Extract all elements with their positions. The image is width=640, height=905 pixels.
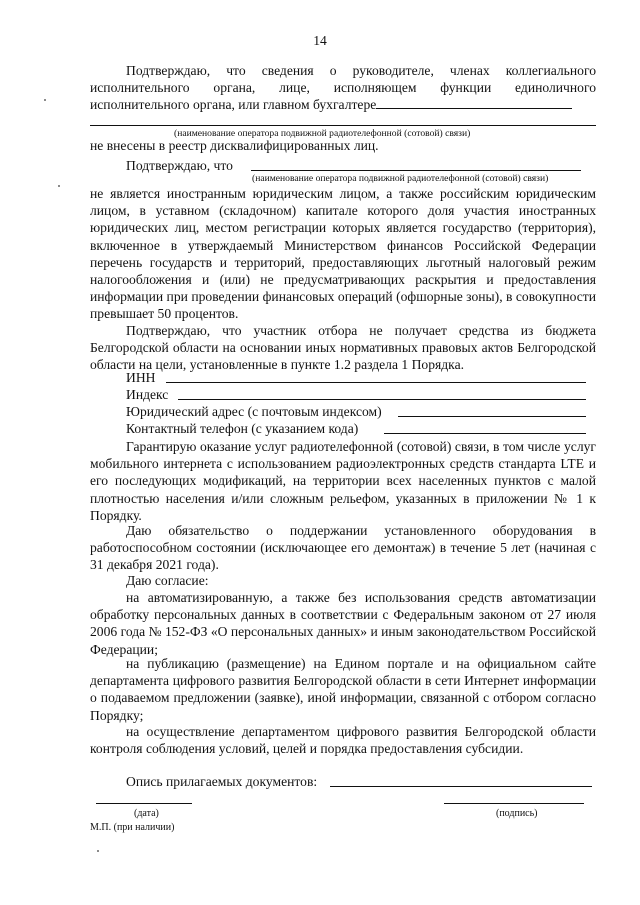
paragraph-consent-processing: на автоматизированную, а также без использования средств автоматизации обработку персональных данных в соответствии с Федеральным законом от 27 июля 2006 года № 152-ФЗ «О персональных данных» и иным законодательством Российской Федерации;	[90, 590, 596, 657]
scan-speck	[97, 850, 99, 852]
index-field	[126, 386, 596, 403]
index-input-line[interactable]	[178, 399, 586, 400]
inn-input-line[interactable]	[166, 382, 586, 383]
paragraph-management-confirmation	[90, 62, 596, 114]
phone-input-line[interactable]	[384, 433, 586, 434]
operator-name-line[interactable]	[90, 125, 596, 126]
operator-name-caption-2: (наименование оператора подвижной радиотелефонной (сотовой) связи)	[252, 173, 549, 184]
confirm-that-label: Подтверждаю, что	[126, 158, 233, 173]
date-caption: (дата)	[134, 808, 159, 819]
inn-field	[126, 369, 596, 386]
signature-input-line[interactable]	[444, 803, 584, 804]
phone-field	[126, 420, 596, 437]
legal-address-input-line[interactable]	[398, 416, 586, 417]
paragraph-text: Подтверждаю, что сведения о руководителе, членах коллегиального исполнительного органа, лице, исполняющем функции единоличного исполнительного органа, или главном бухгалтере	[90, 63, 596, 113]
signature-caption: (подпись)	[496, 808, 538, 819]
paragraph-foreign-entity: не является иностранным юридическим лицом, а также российским юридическим лицом, в уставном (складочном) капитале которого доля участия иностранных юридических лиц, местом регистрации которых является государство (территория), включенное в утверждаемый Министерством финансов Российской Федерации перечень государств и территорий, предоставляющих льготный налоговый режим налогообложения и (или) не предусматривающих раскрытия и предоставления информации при проведении финансовых операций (офшорные зоны), в совокупности превышает 50 процентов.	[90, 186, 596, 322]
confirm-that-row	[126, 157, 596, 174]
legal-address-label: Юридический адрес (с почтовым индексом)	[126, 404, 382, 419]
consent-intro: Даю согласие:	[126, 573, 209, 588]
attachments-label: Опись прилагаемых документов:	[126, 774, 318, 789]
paragraph-obligation: Даю обязательство о поддержании установленного оборудования в работоспособном состоянии (исключающее его демонтаж) в течение 5 лет (начиная с 31 декабря 2021 года).	[90, 523, 596, 573]
scan-speck	[44, 99, 46, 101]
date-input-line[interactable]	[96, 803, 192, 804]
phone-label: Контактный телефон (с указанием кода)	[126, 421, 359, 436]
stamp-caption: М.П. (при наличии)	[90, 822, 175, 833]
not-in-registry-line: не внесены в реестр дисквалифицированных лиц.	[90, 138, 379, 153]
paragraph-guarantee: Гарантирую оказание услуг радиотелефонной (сотовой) связи, в том числе услуг мобильного интернета с использованием радиоэлектронных средств стандарта LTE и его последующих модификаций, на территории всех населенных пунктов с малой плотностью населения и/или сложным рельефом, указанных в приложении № 1 к Порядку.	[90, 439, 596, 523]
inn-label: ИНН	[126, 370, 156, 385]
index-label: Индекс	[126, 387, 169, 402]
operator-name-blank[interactable]	[376, 96, 572, 109]
scan-speck	[58, 185, 60, 187]
page-number: 14	[313, 33, 327, 48]
operator-name-caption: (наименование оператора подвижной радиотелефонной (сотовой) связи)	[174, 128, 471, 139]
paragraph-consent-publication: на публикацию (размещение) на Едином портале и на официальном сайте департамента цифрового развития Белгородской области в сети Интернет информации о подаваемом предложении (заявке), иной информации, связанной с отбором согласно Порядку;	[90, 656, 596, 723]
paragraph-consent-control: на осуществление департаментом цифрового развития Белгородской области контроля соблюдения условий, целей и порядка предоставления субсидии.	[90, 724, 596, 757]
legal-address-field	[126, 403, 596, 420]
attachments-input-line[interactable]	[330, 786, 592, 787]
attachments-row	[126, 773, 596, 790]
operator-name-line-2[interactable]	[251, 170, 581, 171]
paragraph-budget: Подтверждаю, что участник отбора не получает средства из бюджета Белгородской области на основании иных нормативных правовых актов Белгородской области на цели, установленные в пункте 1.2 раздела 1 Порядка.	[90, 323, 596, 373]
